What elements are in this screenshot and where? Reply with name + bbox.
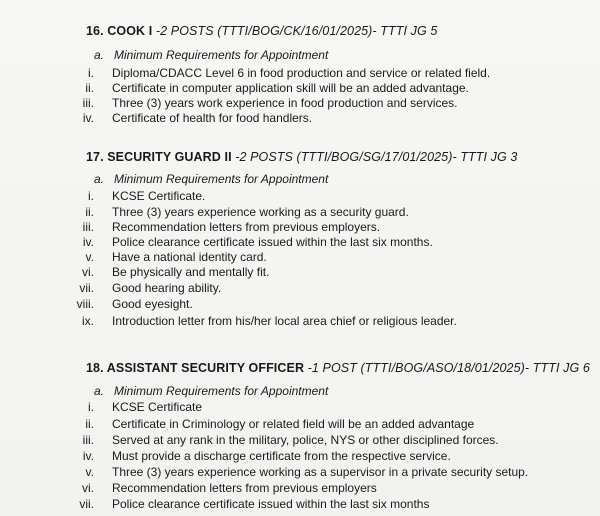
section-heading	[86, 150, 517, 164]
item-number: i.	[88, 189, 94, 203]
item-number: i.	[88, 400, 94, 414]
list-item	[0, 433, 600, 449]
item-number: iv.	[82, 111, 94, 125]
item-text: Recommendation letters from previous employers.	[112, 220, 381, 234]
list-item	[0, 189, 600, 205]
list-item	[0, 66, 600, 82]
list-item	[0, 449, 600, 465]
item-number: iii.	[82, 96, 94, 110]
item-text: KCSE Certificate	[112, 400, 203, 414]
sub-letter: a.	[94, 384, 105, 398]
item-number: ii.	[85, 417, 94, 431]
sub-letter: a.	[94, 48, 105, 62]
item-text: Recommendation letters from previous employers	[112, 481, 377, 495]
item-text: Police clearance certificate issued within the last six months.	[112, 235, 433, 249]
item-text: Have a national identity card.	[112, 250, 267, 264]
item-text: Three (3) years work experience in food production and services.	[112, 96, 458, 110]
item-text: KCSE Certificate.	[112, 189, 206, 203]
list-item	[0, 297, 600, 313]
item-text: Three (3) years experience working as a security guard.	[112, 205, 409, 219]
section-posts: -2 POSTS (TTTI/BOG/CK/16/01/2025)- TTTI JG 5	[152, 24, 438, 38]
requirements-subheading	[94, 172, 328, 186]
section-heading	[86, 361, 590, 375]
list-item	[0, 81, 600, 97]
item-number: iii.	[82, 220, 94, 234]
list-item	[0, 205, 600, 221]
item-text: Introduction letter from his/her local area chief or religious leader.	[112, 314, 457, 328]
list-item	[0, 465, 600, 481]
section-title: 18. ASSISTANT SECURITY OFFICER	[86, 361, 305, 375]
sub-title: Minimum Requirements for Appointment	[114, 384, 329, 398]
list-item	[0, 111, 600, 127]
requirements-subheading	[94, 384, 328, 398]
item-text: Diploma/CDACC Level 6 in food production and service or related field.	[112, 66, 491, 80]
item-number: iv.	[82, 449, 94, 463]
item-text: Good hearing ability.	[112, 281, 222, 295]
section-title: 17. SECURITY GUARD II	[86, 150, 232, 164]
item-number: v.	[85, 465, 94, 479]
list-item	[0, 281, 600, 297]
item-number: vi.	[82, 265, 94, 279]
list-item	[0, 314, 600, 330]
list-item	[0, 400, 600, 416]
list-item	[0, 417, 600, 433]
item-number: v.	[85, 250, 94, 264]
section-heading	[86, 24, 437, 38]
section-title: 16. COOK I	[86, 24, 153, 38]
section-posts: -1 POST (TTTI/BOG/ASO/18/01/2025)- TTTI JG 6	[304, 361, 590, 375]
list-item	[0, 497, 600, 513]
list-item	[0, 250, 600, 266]
item-number: i.	[88, 66, 94, 80]
list-item	[0, 481, 600, 497]
item-number: iii.	[82, 433, 94, 447]
item-text: Good eyesight.	[112, 297, 193, 311]
item-text: Must provide a discharge certificate from the respective service.	[112, 449, 451, 463]
list-item	[0, 235, 600, 251]
item-text: Certificate of health for food handlers.	[112, 111, 313, 125]
list-item	[0, 96, 600, 112]
item-number: vi.	[82, 481, 94, 495]
item-text: Three (3) years experience working as a supervisor in a private security setup.	[112, 465, 529, 479]
item-number: ix.	[82, 314, 94, 328]
item-number: vii.	[79, 497, 94, 511]
item-number: viii.	[76, 297, 94, 311]
sub-title: Minimum Requirements for Appointment	[114, 48, 329, 62]
sub-title: Minimum Requirements for Appointment	[114, 172, 329, 186]
item-number: vii.	[79, 281, 94, 295]
item-text: Certificate in computer application skill will be an added advantage.	[112, 81, 469, 95]
list-item	[0, 265, 600, 281]
section-posts: -2 POSTS (TTTI/BOG/SG/17/01/2025)- TTTI JG 3	[231, 150, 518, 164]
item-text: Served at any rank in the military, police, NYS or other disciplined forces.	[112, 433, 499, 447]
item-text: Police clearance certificate issued within the last six months	[112, 497, 430, 511]
item-number: iv.	[82, 235, 94, 249]
item-number: ii.	[85, 205, 94, 219]
item-text: Be physically and mentally fit.	[112, 265, 270, 279]
requirements-subheading	[94, 48, 328, 62]
item-number: ii.	[85, 81, 94, 95]
item-text: Certificate in Criminology or related field will be an added advantage	[112, 417, 475, 431]
list-item	[0, 220, 600, 236]
sub-letter: a.	[94, 172, 105, 186]
